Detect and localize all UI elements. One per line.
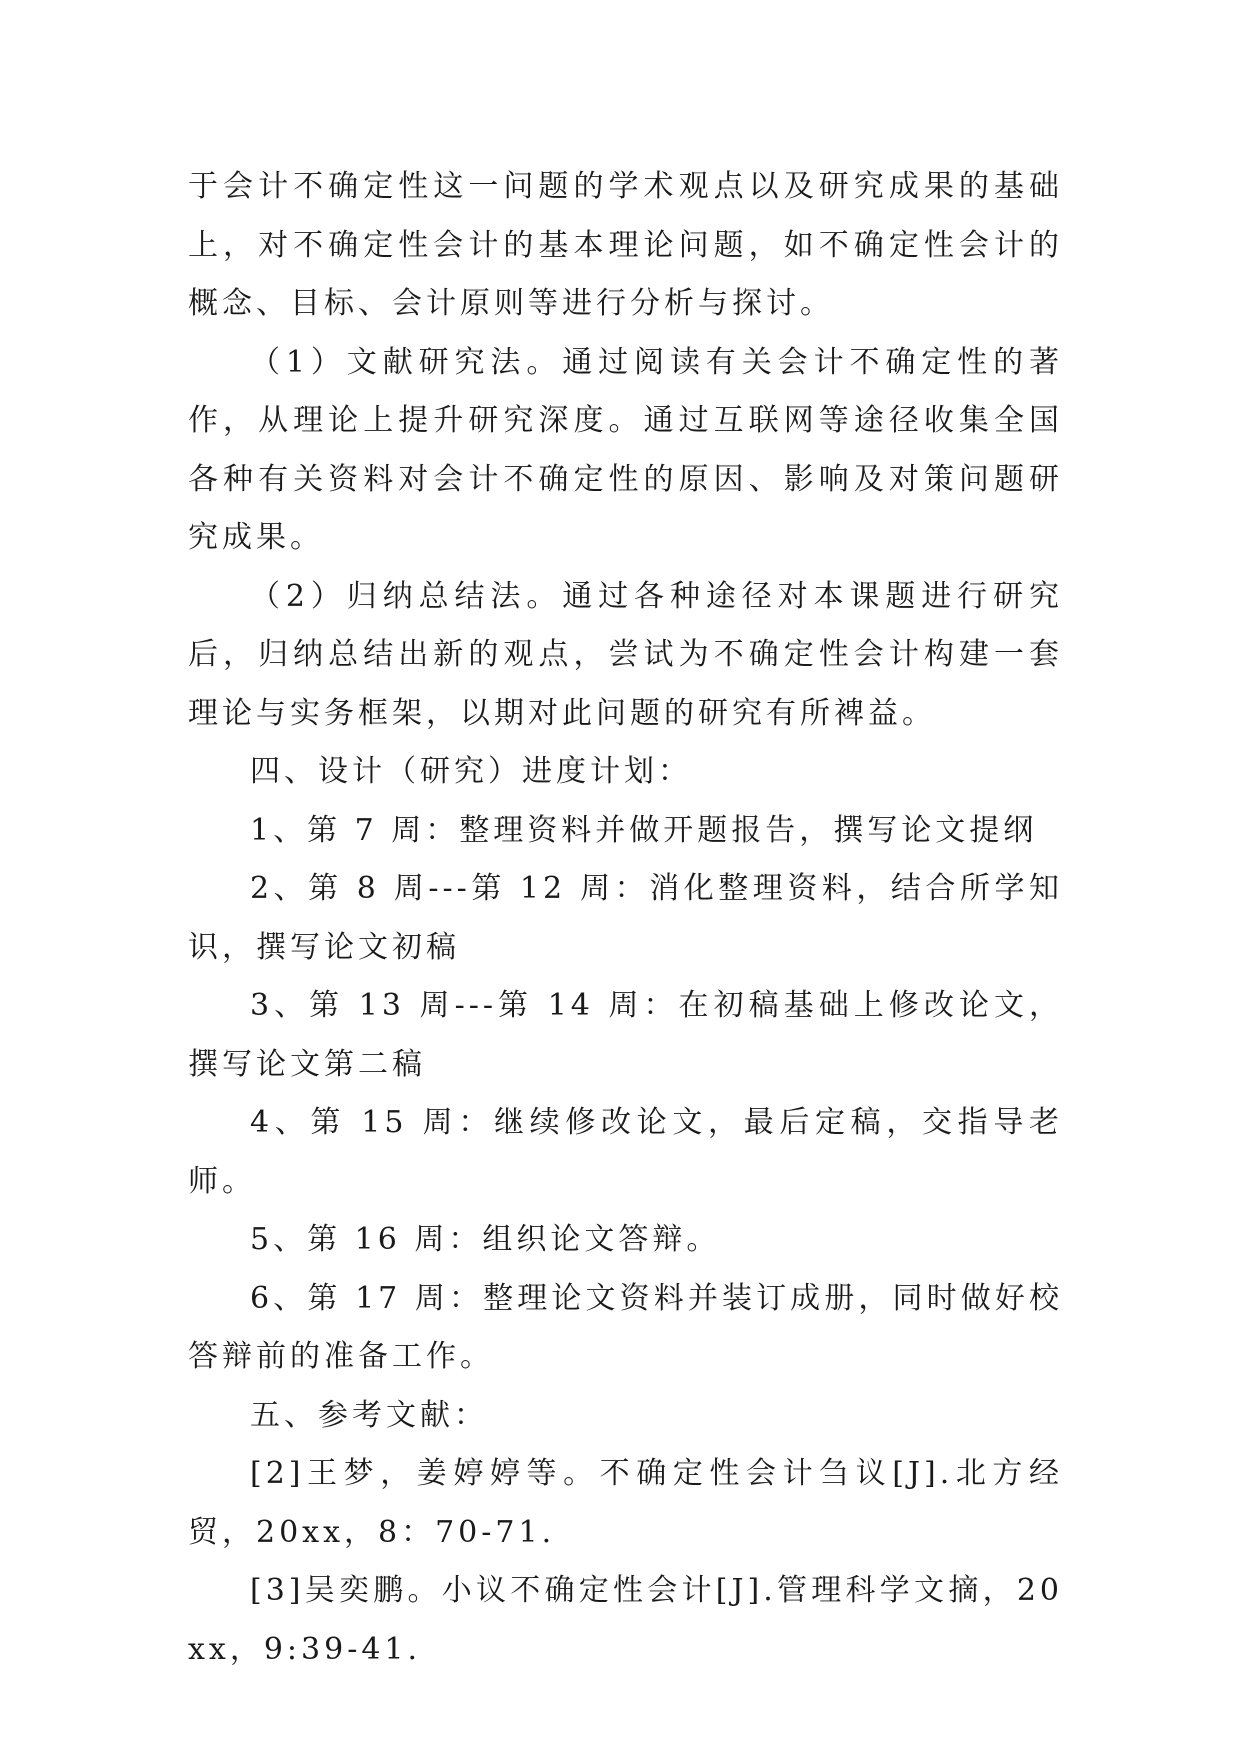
- schedule-item-6: 6、第 17 周：整理论文资料并装订成册，同时做好校答辩前的准备工作。: [188, 1280, 1063, 1374]
- section-heading-references: 五、参考文献：: [250, 1397, 488, 1433]
- section-heading-schedule: 四、设计（研究）进度计划：: [250, 754, 692, 789]
- reference-item-2: [2]王梦，姜婷婷等。不确定性会计刍议[J].北方经贸，20xx，8：70-71.: [188, 1456, 1063, 1550]
- schedule-item-4: 4、第 15 周：继续修改论文，最后定稿，交指导老师。: [188, 1105, 1063, 1199]
- paragraph-method-literature: （1）文献研究法。通过阅读有关会计不确定性的著作，从理论上提升研究深度。通过互联网等途径收集全国各种有关资料对会计不确定性的原因、影响及对策问题研究成果。: [188, 344, 1063, 555]
- schedule-item-2: 2、第 8 周---第 12 周：消化整理资料，结合所学知识，撰写论文初稿: [188, 871, 1063, 965]
- paragraph-method-induction: （2）归纳总结法。通过各种途径对本课题进行研究后，归纳总结出新的观点，尝试为不确定性会计构建一套理论与实务框架，以期对此问题的研究有所裨益。: [188, 578, 1063, 731]
- document-page: [188, 158, 1063, 1679]
- reference-item-3: [3]吴奕鹏。小议不确定性会计[J].管理科学文摘，20xx，9:39-41.: [188, 1573, 1063, 1667]
- schedule-item-1: 1、第 7 周：整理资料并做开题报告，撰写论文提纲: [250, 812, 1038, 848]
- paragraph-intro-continuation: 于会计不确定性这一问题的学术观点以及研究成果的基础上，对不确定性会计的基本理论问题，如不确定性会计的概念、目标、会计原则等进行分析与探讨。: [188, 169, 1063, 321]
- schedule-item-5: 5、第 16 周：组织论文答辩。: [250, 1222, 721, 1257]
- schedule-item-3: 3、第 13 周---第 14 周：在初稿基础上修改论文，撰写论文第二稿: [188, 988, 1063, 1082]
